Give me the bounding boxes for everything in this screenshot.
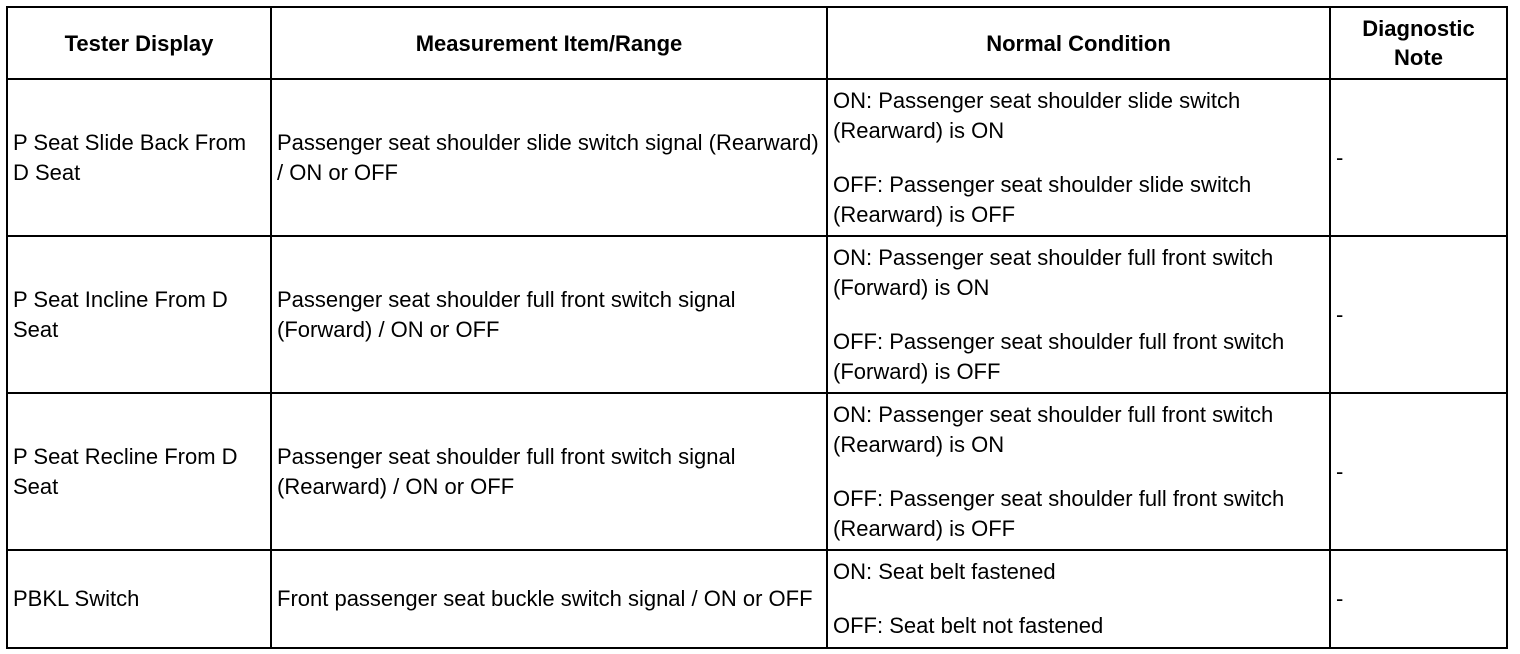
condition-on: ON: Passenger seat shoulder full front switch (Forward) is ON — [833, 244, 1274, 300]
normal-condition-cell — [827, 393, 1330, 550]
table-row — [7, 236, 1507, 393]
condition-on: ON: Passenger seat shoulder slide switch (Rearward) is ON — [833, 87, 1241, 143]
data-list-table — [6, 6, 1508, 649]
table-row — [7, 393, 1507, 550]
diagnostic-note-cell: - — [1330, 550, 1507, 648]
tester-display-cell: P Seat Recline From D Seat — [7, 393, 271, 550]
measurement-cell: Passenger seat shoulder slide switch signal (Rearward) / ON or OFF — [271, 79, 827, 236]
table-row — [7, 79, 1507, 236]
normal-condition-cell — [827, 79, 1330, 236]
measurement-cell: Front passenger seat buckle switch signal / ON or OFF — [271, 550, 827, 648]
normal-condition-cell — [827, 236, 1330, 393]
condition-off: OFF: Passenger seat shoulder full front switch (Forward) is OFF — [833, 328, 1285, 384]
header-tester-display: Tester Display — [7, 7, 271, 79]
condition-off: OFF: Seat belt not fastened — [833, 613, 1104, 638]
condition-off: OFF: Passenger seat shoulder slide switch (Rearward) is OFF — [833, 171, 1252, 227]
header-normal-condition: Normal Condition — [827, 7, 1330, 79]
condition-on: ON: Seat belt fastened — [833, 559, 1056, 584]
tester-display-cell: P Seat Slide Back From D Seat — [7, 79, 271, 236]
table-row — [7, 550, 1507, 648]
normal-condition-cell — [827, 550, 1330, 648]
tester-display-cell: P Seat Incline From D Seat — [7, 236, 271, 393]
measurement-cell: Passenger seat shoulder full front switch signal (Forward) / ON or OFF — [271, 236, 827, 393]
header-diagnostic-note: Diagnostic Note — [1330, 7, 1507, 79]
measurement-cell: Passenger seat shoulder full front switch signal (Rearward) / ON or OFF — [271, 393, 827, 550]
diagnostic-note-cell: - — [1330, 79, 1507, 236]
diagnostic-note-cell: - — [1330, 393, 1507, 550]
header-row — [7, 7, 1507, 79]
condition-on: ON: Passenger seat shoulder full front switch (Rearward) is ON — [833, 401, 1274, 457]
tester-display-cell: PBKL Switch — [7, 550, 271, 648]
diagnostic-note-cell: - — [1330, 236, 1507, 393]
condition-off: OFF: Passenger seat shoulder full front switch (Rearward) is OFF — [833, 485, 1285, 541]
header-measurement-item: Measurement Item/Range — [271, 7, 827, 79]
